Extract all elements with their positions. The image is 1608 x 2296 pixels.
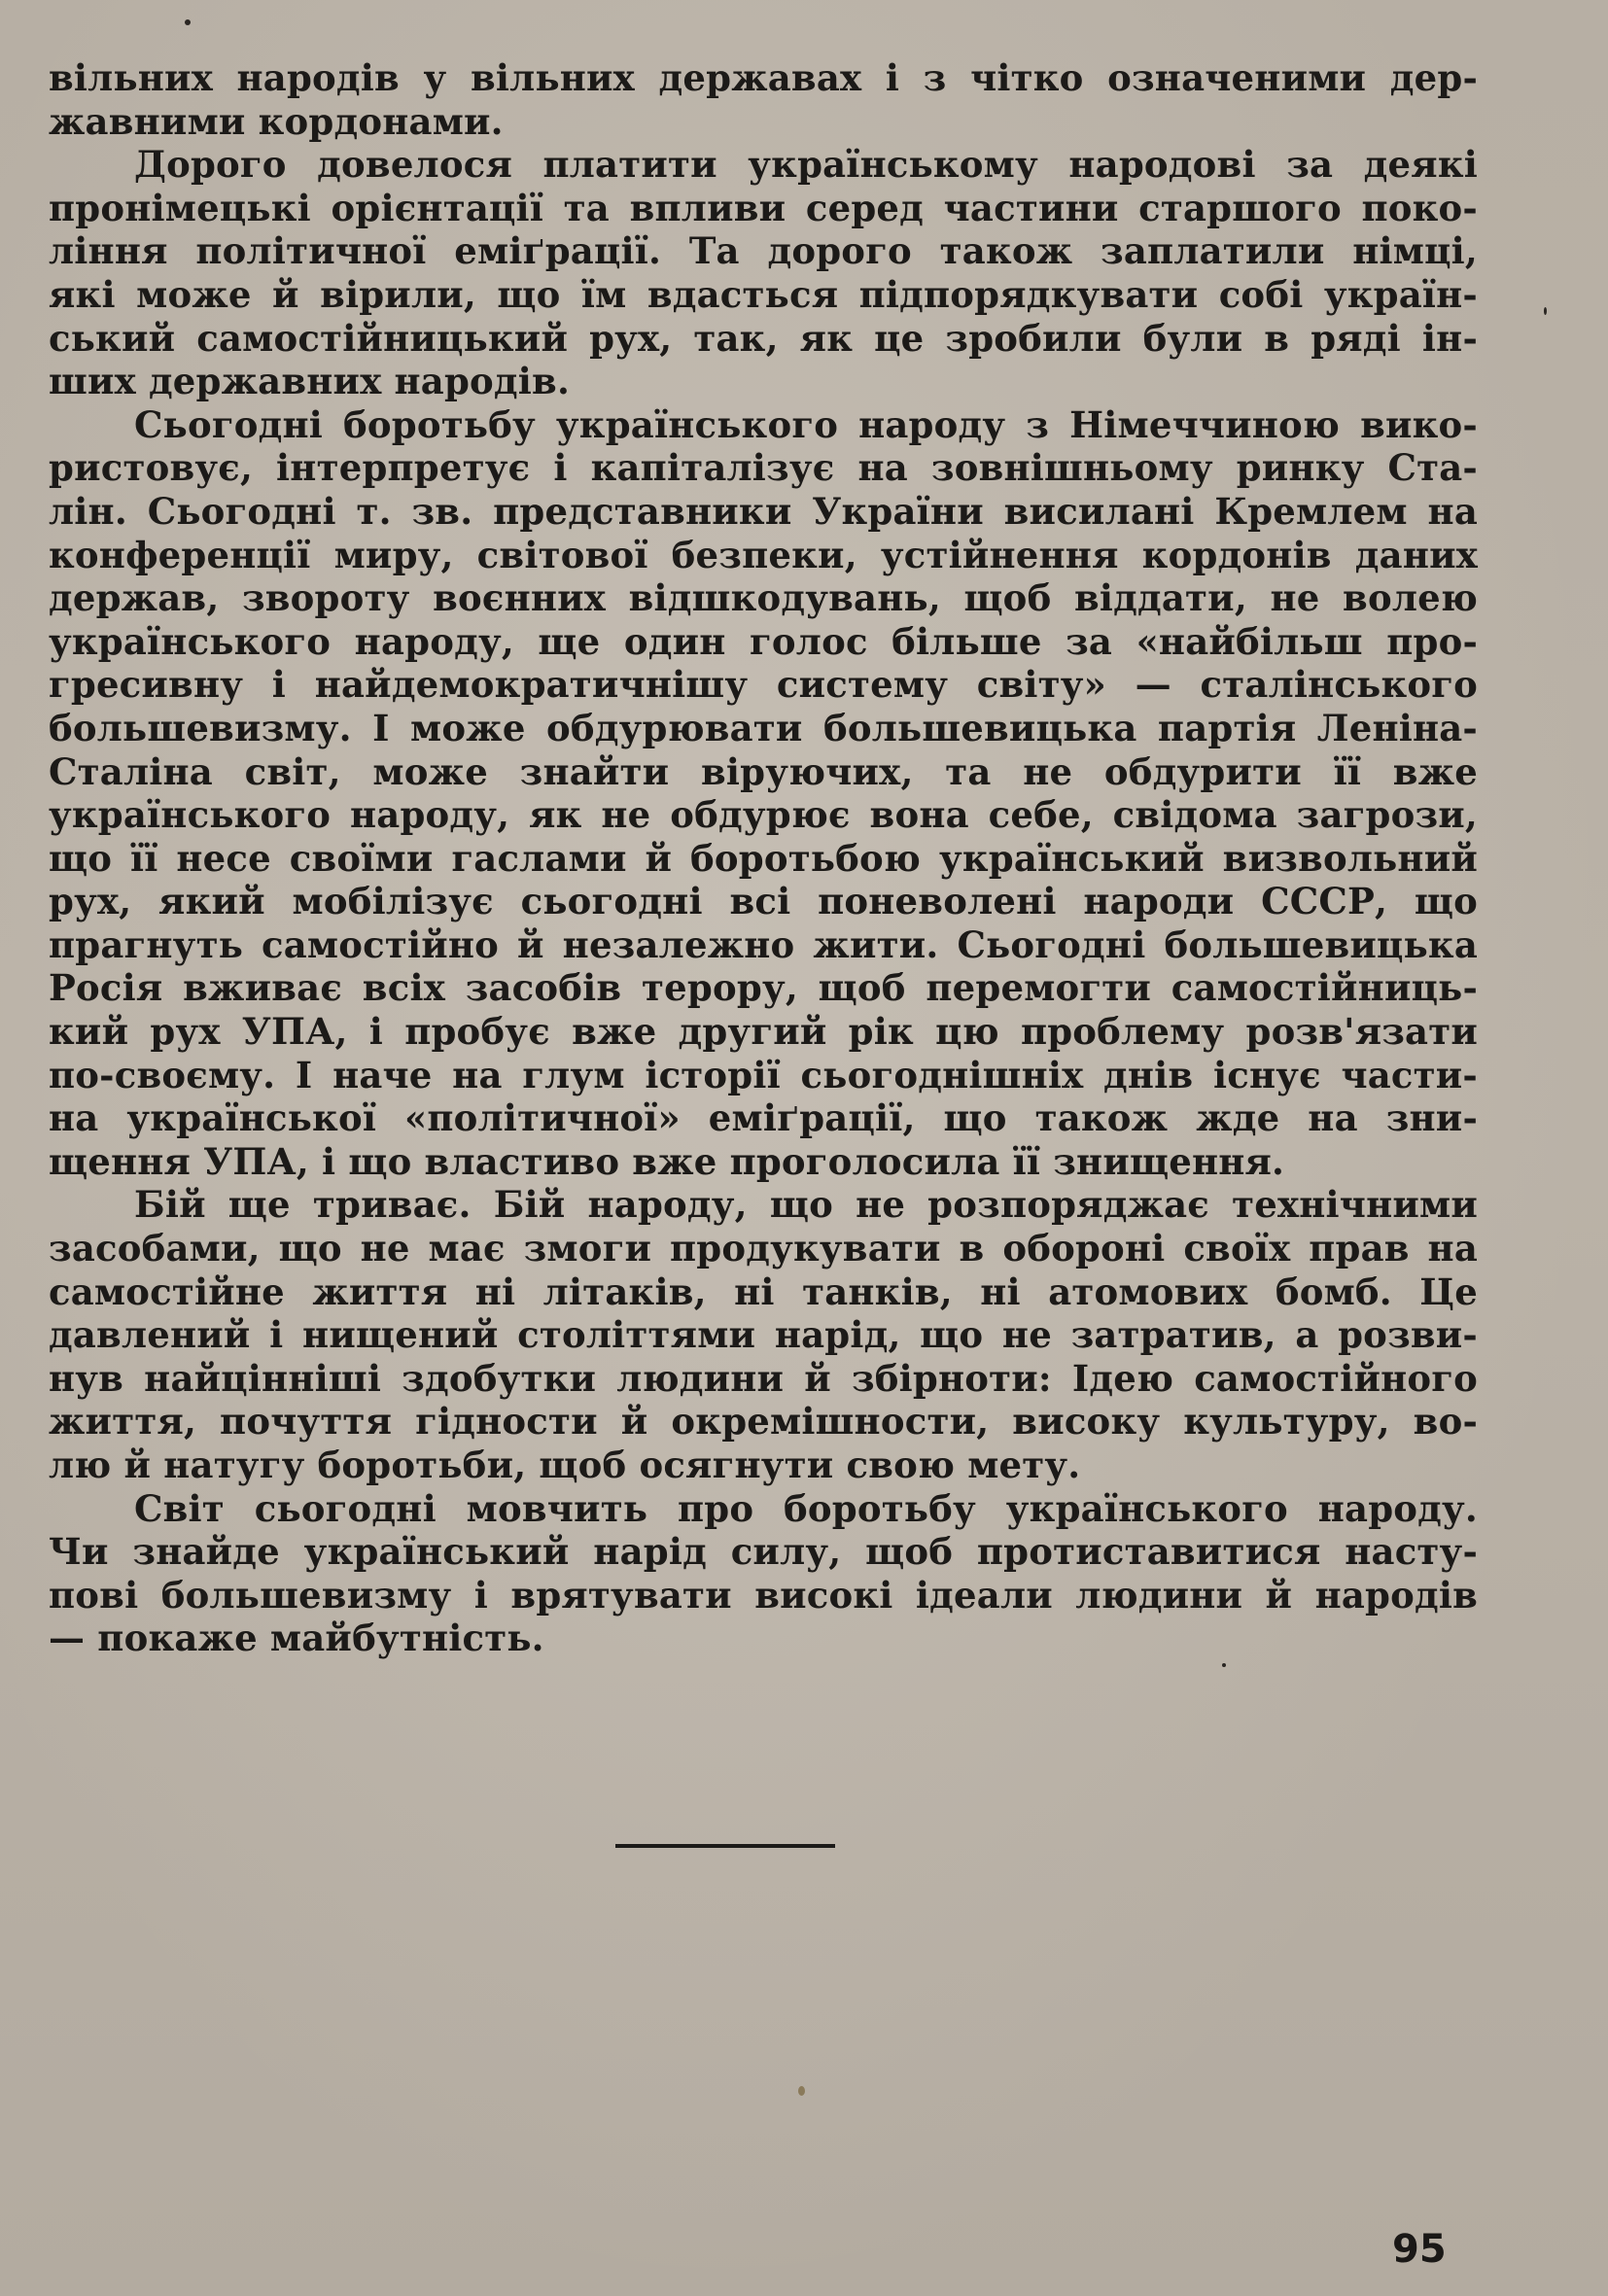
text-line: Бій ще триває. Бій народу, що не розпоряджає технічними (134, 1183, 1478, 1227)
text-line: українського народу, ще один голос більше за «найбільш про- (49, 619, 1478, 663)
text-line: Чи знайде український нарід силу, щоб протиставитися насту- (49, 1530, 1478, 1574)
text-line: давлений і нищений століттями нарід, що не затратив, а розви- (49, 1313, 1478, 1357)
text-line: українського народу, як не обдурює вона себе, свідома загрози, (49, 793, 1478, 837)
text-line: які може й вірили, що їм вдасться підпорядкувати собі україн- (49, 272, 1478, 316)
text-line: по-своєму. І наче на глум історії сьогоднішніх днів існує части- (49, 1053, 1478, 1096)
text-line: самостійне життя ні літаків, ні танків, ні атомових бомб. Це (49, 1270, 1478, 1313)
text-line: лін. Сьогодні т. зв. представники України висилані Кремлем на (49, 489, 1478, 533)
text-line: большевизму. І може обдурювати большевицька партія Леніна- (49, 706, 1478, 749)
text-line: конференції миру, світової безпеки, устійнення кордонів даних (49, 533, 1478, 576)
text-line: на української «політичної» еміґрації, що також жде на зни- (49, 1096, 1478, 1140)
paper-speck (1544, 307, 1547, 315)
text-line: Сталіна світ, може знайти віруючих, та не обдурити її вже (49, 749, 1478, 793)
text-line: ління політичної еміґрації. Та дорого також заплатили німці, (49, 229, 1478, 273)
text-line: жавними кордонами. (49, 99, 504, 143)
text-line: Дорого довелося платити українському народові за деякі (134, 143, 1478, 187)
page-number: 95 (1392, 2227, 1447, 2272)
text-line: щення УПА, і що властиво вже проголосила її знищення. (49, 1139, 1285, 1183)
text-line: що її несе своїми гаслами й боротьбою український визвольний (49, 836, 1478, 880)
text-line: Росія вживає всіх засобів терору, щоб перемогти самостійниць- (49, 966, 1478, 1010)
text-line: пові большевизму і врятувати високі ідеали людини й народів (49, 1573, 1478, 1617)
paper-speck (1222, 1663, 1226, 1667)
text-line: життя, почуття гідности й окремішности, високу культуру, во- (49, 1400, 1478, 1444)
text-line: пронімецькі орієнтації та впливи серед частини старшого поко- (49, 186, 1478, 229)
text-line: кий рух УПА, і пробує вже другий рік цю проблему розв'язати (49, 1010, 1478, 1054)
text-line: рух, який мобілізує сьогодні всі поневолені народи СССР, що (49, 880, 1478, 923)
text-line: Сьогодні боротьбу українського народу з Німеччиною вико- (134, 402, 1478, 446)
paper-speck (185, 19, 191, 25)
text-line: прагнуть самостійно й незалежно жити. Сьогодні большевицька (49, 922, 1478, 966)
paper-speck (798, 2086, 805, 2096)
body-text (49, 56, 1478, 1660)
text-line: гресивну і найдемократичнішу систему світу» — сталінського (49, 663, 1478, 707)
text-line: ський самостійницький рух, так, як це зробили були в ряді ін- (49, 316, 1478, 360)
text-line: — покаже майбутність. (49, 1617, 544, 1660)
text-line: засобами, що не має змоги продукувати в обороні своїх прав на (49, 1227, 1478, 1270)
text-line: лю й натугу боротьби, щоб осягнути свою мету. (49, 1444, 1081, 1486)
text-line: Світ сьогодні мовчить про боротьбу українського народу. (134, 1486, 1478, 1530)
text-line: ристовує, інтерпретує і капіталізує на зовнішньому ринку Ста- (49, 446, 1478, 490)
section-end-rule (615, 1844, 835, 1848)
text-line: ших державних народів. (49, 360, 571, 403)
text-line: нув найцінніші здобутки людини й збірноти: Ідею самостійного (49, 1356, 1478, 1400)
text-line: держав, звороту воєнних відшкодувань, щоб віддати, не волею (49, 576, 1478, 620)
text-line: вільних народів у вільних державах і з чітко означеними дер- (49, 56, 1478, 99)
